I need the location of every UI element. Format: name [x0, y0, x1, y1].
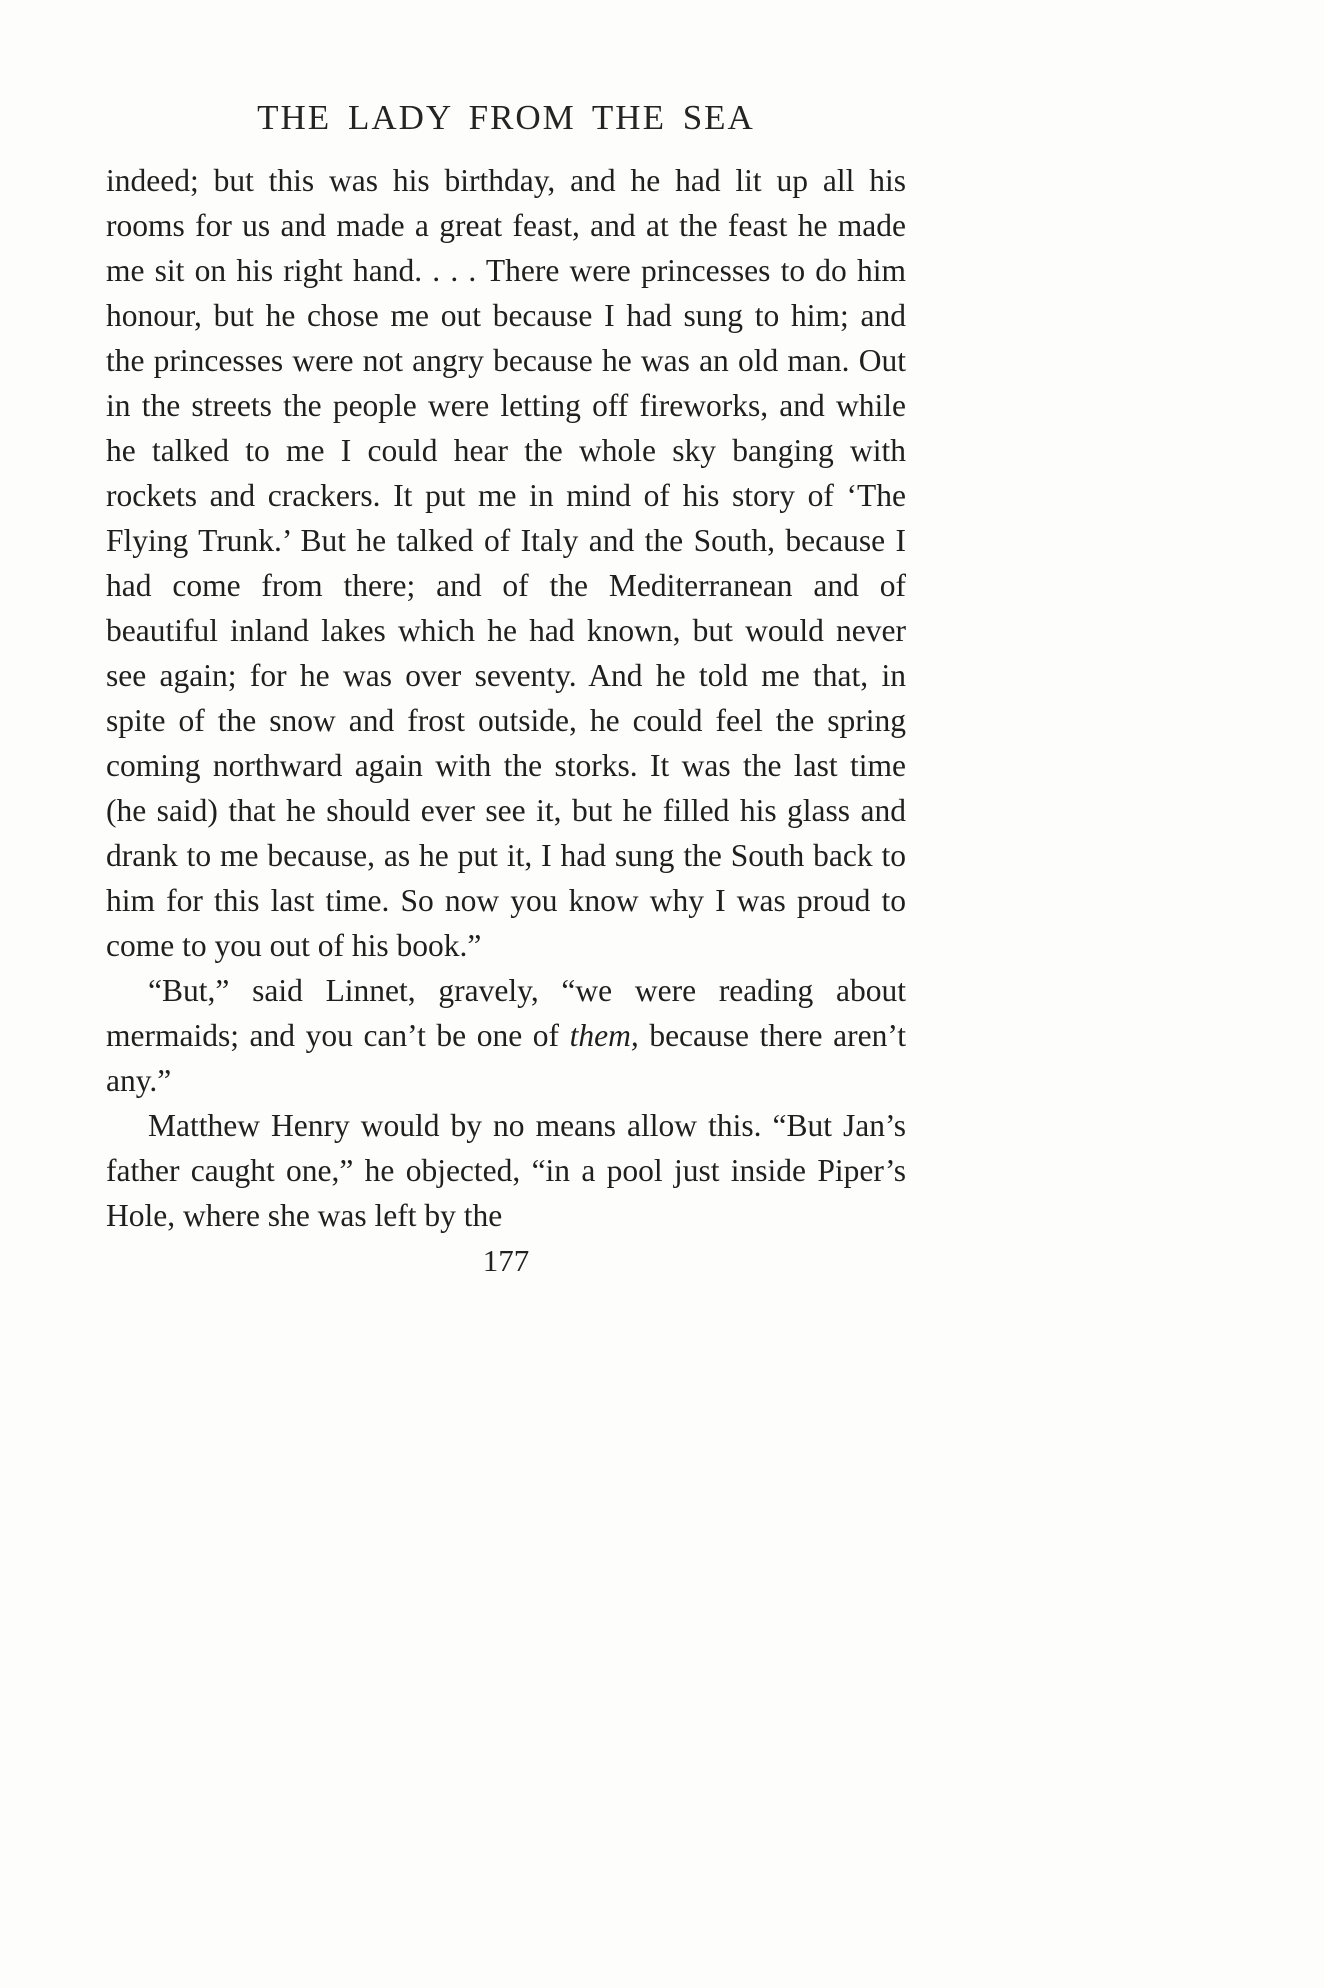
page-number: 177: [482, 1243, 530, 1278]
italic-text-segment: them,: [569, 1018, 639, 1053]
text-segment: Matthew Henry would by no means allow this. “But Jan’s father caught one,” he objected, “in a pool just inside Piper’s Hole, where she was left by the: [106, 1108, 906, 1233]
body-text: [106, 158, 906, 1238]
text-column: [106, 98, 906, 1279]
text-segment: indeed; but this was his birthday, and he had lit up all his rooms for us and made a great feast, and at the feast he made me sit on his right hand. . . . There were princesses to do him honour, but he chose me out because I had sung to him; and the princesses were not angry because he was an old man. Out in the streets the people were letting off fireworks, and while he talked to me I could hear the whole sky banging with rockets and crackers. It put me in mind of his story of ‘The Flying Trunk.’ But he talked of Italy and the South, because I had come from there; and of the Mediterranean and of beautiful inland lakes which he had known, but would never see again; for he was over seventy. And he told me that, in spite of the snow and frost outside, he could feel the spring coming northward again with the storks. It was the last time (he said) that he should ever see it, but he filled his glass and drank to me because, as he put it, I had sung the South back to him for this last time. So now you know why I was proud to come to you out of his book.”: [106, 163, 906, 963]
text-segment: because there aren’t any.”: [106, 1018, 906, 1098]
paragraph: [106, 1103, 906, 1238]
running-head: THE LADY FROM THE SEA: [257, 98, 755, 137]
text-segment: “But,” said Linnet, gravely, “we were reading about mermaids; and you can’t be one of: [106, 973, 906, 1053]
paragraph: [106, 968, 906, 1103]
paragraph: [106, 158, 906, 968]
